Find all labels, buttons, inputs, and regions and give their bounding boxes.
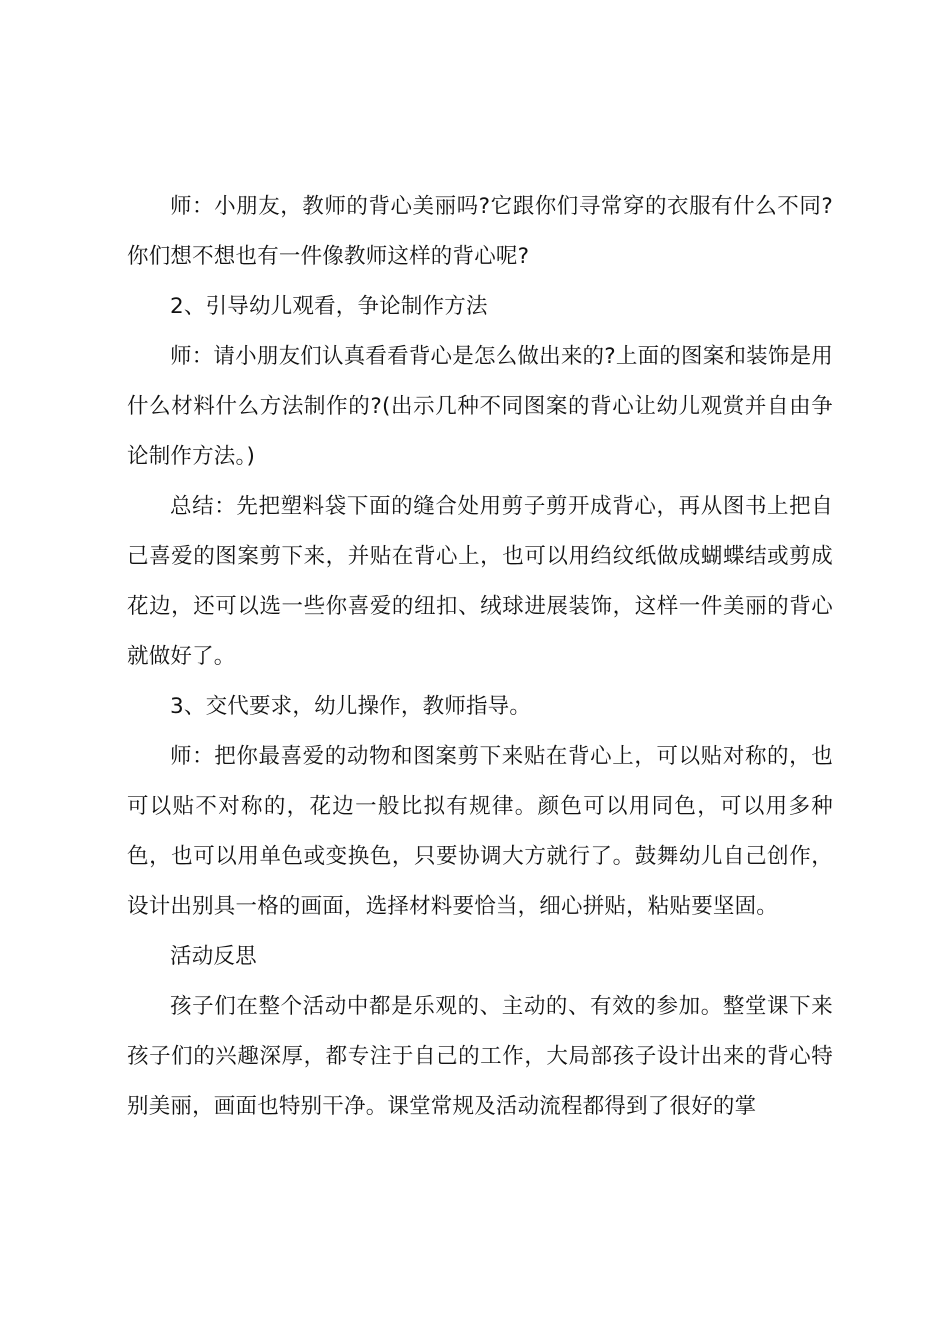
heading-step-3: 3、交代要求，幼儿操作，教师指导。 (170, 694, 532, 719)
heading-step-2: 2、引导幼儿观看，争论制作方法 (170, 294, 488, 319)
paragraph-summary: 总结：先把塑料袋下面的缝合处用剪子剪开成背心，再从图书上把自己喜爱的图案剪下来，并贴在背心上，也可以用绉纹纸做成蝴蝶结或剪成花边，还可以选一些你喜爱的纽扣、绒球进展装饰，这样一件美丽的背心就做好了。 (127, 494, 833, 669)
paragraph-teacher-guidance: 师：请小朋友们认真看看背心是怎么做出来的?上面的图案和装饰是用什么材料什么方法制作的?(出示几种不同图案的背心让幼儿观赏并自由争论制作方法。) (127, 344, 833, 469)
paragraph-reflection: 孩子们在整个活动中都是乐观的、主动的、有效的参加。整堂课下来孩子们的兴趣深厚，都专注于自己的工作，大局部孩子设计出来的背心特别美丽，画面也特别干净。课堂常规及活动流程都得到了很好的掌 (127, 994, 833, 1119)
document-body (127, 182, 833, 1132)
paragraph-teacher-instructions: 师：把你最喜爱的动物和图案剪下来贴在背心上，可以贴对称的，也可以贴不对称的，花边一般比拟有规律。颜色可以用同色，可以用多种色，也可以用单色或变换色，只要协调大方就行了。鼓舞幼儿自己创作，设计出别具一格的画面，选择材料要恰当，细心拼贴，粘贴要坚固。 (127, 744, 833, 919)
paragraph-teacher-question: 师：小朋友，教师的背心美丽吗?它跟你们寻常穿的衣服有什么不同?你们想不想也有一件像教师这样的背心呢? (127, 194, 833, 269)
heading-reflection: 活动反思 (170, 944, 257, 969)
